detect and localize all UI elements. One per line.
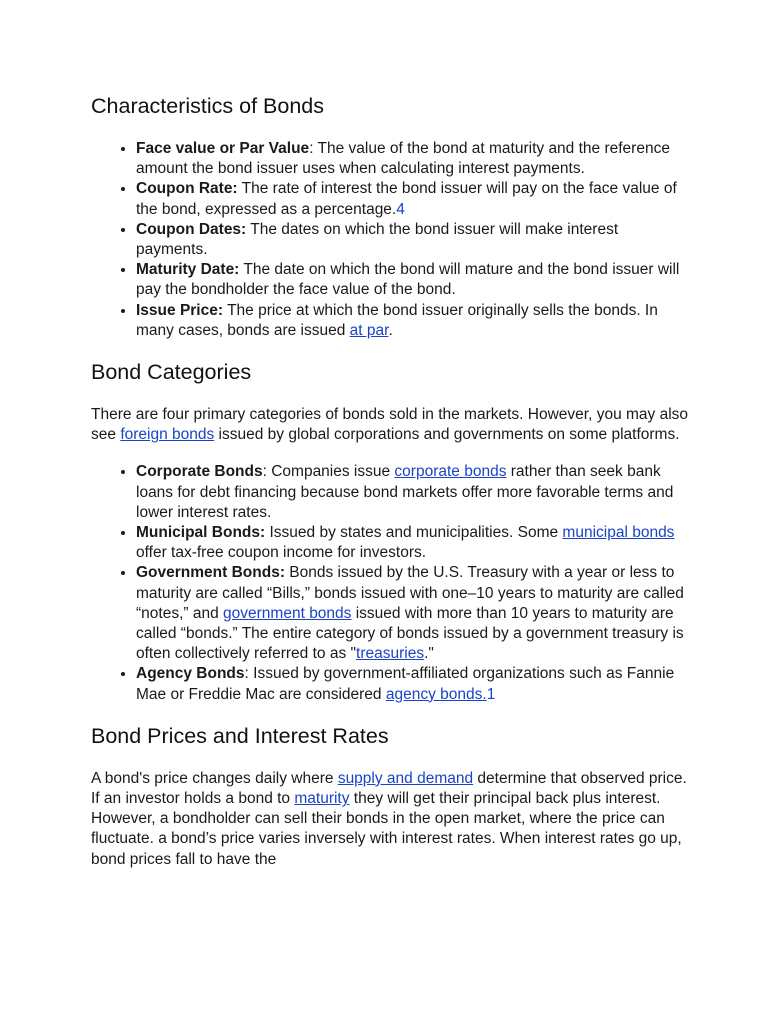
footnote-link-1[interactable]: 1: [486, 685, 496, 703]
description: The date on which the bond will mature and the bond issuer will pay the bondholder the face value of the bond.: [136, 261, 680, 299]
term: Coupon Dates:: [136, 220, 247, 238]
heading-characteristics-of-bonds: Characteristics of Bonds: [91, 94, 325, 118]
link-corporate-bonds[interactable]: corporate bonds: [394, 463, 507, 481]
list-item-issue-price: • Issue Price: The price at which the bond issuer originally sells the bonds. In many cases, bonds are issued at par.: [136, 301, 691, 341]
link-treasuries[interactable]: treasuries: [356, 645, 425, 663]
term: Face value or Par Value: [136, 140, 310, 157]
link-maturity[interactable]: maturity: [294, 790, 350, 808]
list-item-maturity-date: [136, 260, 691, 300]
term: Municipal Bonds:: [136, 524, 266, 542]
bond-prices-paragraph: A bond's price changes daily where supply and demand determine that observed price. If an investor holds a bond to maturity they will get their principal back plus interest. However, a bondholder can sell their bonds in the open market, where the price can fluctuate. a bond’s price varies inversely with interest rates. When interest rates go up, bond prices fall to have the: [91, 769, 687, 868]
description: The price at which the bond issuer originally sells the bonds. In many cases, bonds are issued: [136, 301, 658, 339]
document-content: [91, 88, 691, 870]
list-item-municipal-bonds: • Municipal Bonds: Issued by states and municipalities. Some municipal bonds offer tax-free coupon income for investors.: [136, 523, 691, 563]
description: The value of the bond at maturity and the reference amount the bond issuer uses when calculating interest payments.: [136, 140, 670, 178]
link-at-par[interactable]: at par: [349, 321, 389, 339]
list-item-coupon-dates: [136, 220, 691, 260]
link-supply-and-demand[interactable]: supply and demand: [337, 769, 474, 787]
list-item-corporate-bonds: • Corporate Bonds: Companies issue corporate bonds rather than seek bank loans for debt financing because bond markets offer more favorable terms and lower interest rates.: [136, 462, 691, 523]
heading-bond-prices-and-interest-rates: Bond Prices and Interest Rates: [91, 723, 389, 748]
term: Issue Price:: [136, 301, 224, 319]
description: The rate of interest the bond issuer will pay on the face value of the bond, expressed as a percentage.: [136, 180, 677, 218]
list-item-face-value: • Face value or Par Value: The value of the bond at maturity and the reference amount the bond issuer uses when calculating interest payments.: [136, 139, 691, 179]
term: Agency Bonds: [136, 665, 245, 683]
term: Maturity Date:: [136, 261, 240, 279]
link-agency-bonds[interactable]: agency bonds: [385, 685, 483, 703]
description: The dates on which the bond issuer will make interest payments.: [136, 220, 619, 259]
link-government-bonds[interactable]: government bonds: [223, 604, 352, 622]
link-municipal-bonds[interactable]: municipal bonds: [562, 524, 675, 542]
footnote-link-4[interactable]: 4: [396, 200, 405, 218]
term: Coupon Rate:: [136, 180, 238, 198]
term: Corporate Bonds: [136, 463, 263, 481]
list-item-government-bonds: • Government Bonds: Bonds issued by the U.S. Treasury with a year or less to maturity are called “Bills,” bonds issued with one–10 years to maturity are called “notes,” and government bonds issued with more than 10 years to maturity are called “bonds.” The entire category of bonds issued by a government treasury is often collectively referred to as "treasuries.": [136, 563, 691, 664]
categories-list: [91, 462, 691, 704]
bond-categories-intro: There are four primary categories of bonds sold in the markets. However, you may also see foreign bonds issued by global corporations and governments on some platforms.: [91, 406, 689, 444]
characteristics-list: [91, 139, 691, 341]
link-foreign-bonds[interactable]: foreign bonds: [120, 426, 215, 444]
list-item-coupon-rate: [136, 179, 691, 219]
term: Government Bonds:: [136, 564, 285, 582]
list-item-agency-bonds: • Agency Bonds: Issued by government-affiliated organizations such as Fannie Mae or Freddie Mac are considered agency bonds.1: [136, 664, 691, 704]
heading-bond-categories: Bond Categories: [91, 360, 252, 385]
